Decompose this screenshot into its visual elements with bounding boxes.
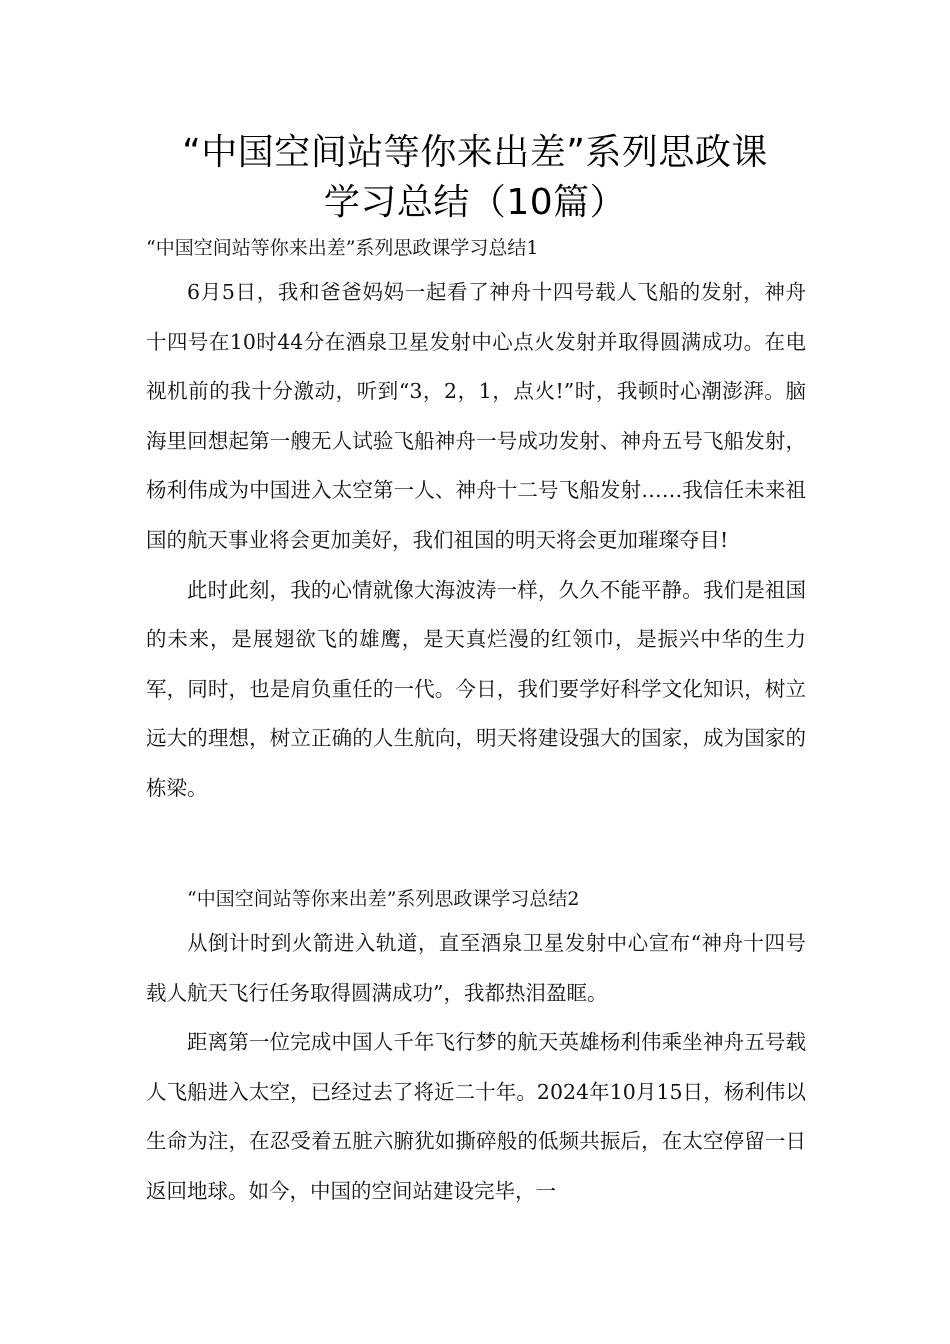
document-title-line-2: 学习总结（10篇） (323, 182, 627, 223)
section-1-content (146, 268, 806, 814)
section-2-paragraph-2: 距离第一位完成中国人千年飞行梦的航天英雄杨利伟乘坐神舟五号载人飞船进入太空，已经过去了将近二十年。2024年10月15日，杨利伟以生命为注，在忍受着五脏六腑犹如撕碎般的低频共振后，在太空停留一日返回地球。如今，中国的空间站建设完毕，一 (146, 1030, 806, 1203)
section-2-heading: “中国空间站等你来出差”系列思政课学习总结2 (187, 888, 580, 910)
document-title-line-1: “中国空间站等你来出差”系列思政课 (182, 132, 768, 173)
section-2-content (146, 919, 806, 1217)
section-1-paragraph-1: 6月5日，我和爸爸妈妈一起看了神舟十四号载人飞船的发射，神舟十四号在10时44分在酒泉卫星发射中心点火发射并取得圆满成功。在电视机前的我十分激动，听到“3，2，1，点火!”时，我顿时心潮澎湃。脑海里回想起第一艘无人试验飞船神舟一号成功发射、神舟五号飞船发射，杨利伟成为中国进入太空第一人、神舟十二号飞船发射……我信任未来祖国的航天事业将会更加美好，我们祖国的明天将会更加璀璨夺目! (146, 280, 806, 552)
document-title (120, 128, 830, 228)
section-2-paragraph-1: 从倒计时到火箭进入轨道，直至酒泉卫星发射中心宣布“神舟十四号载人航天飞行任务取得圆满成功”，我都热泪盈眶。 (146, 931, 806, 1005)
section-1-heading: “中国空间站等你来出差”系列思政课学习总结1 (146, 237, 539, 259)
section-1-paragraph-2: 此时此刻，我的心情就像大海波涛一样，久久不能平静。我们是祖国的未来，是展翅欲飞的雄鹰，是天真烂漫的红领巾，是振兴中华的生力军，同时，也是肩负重任的一代。今日，我们要学好科学文化知识，树立远大的理想，树立正确的人生航向，明天将建设强大的国家，成为国家的栋梁。 (146, 577, 806, 800)
